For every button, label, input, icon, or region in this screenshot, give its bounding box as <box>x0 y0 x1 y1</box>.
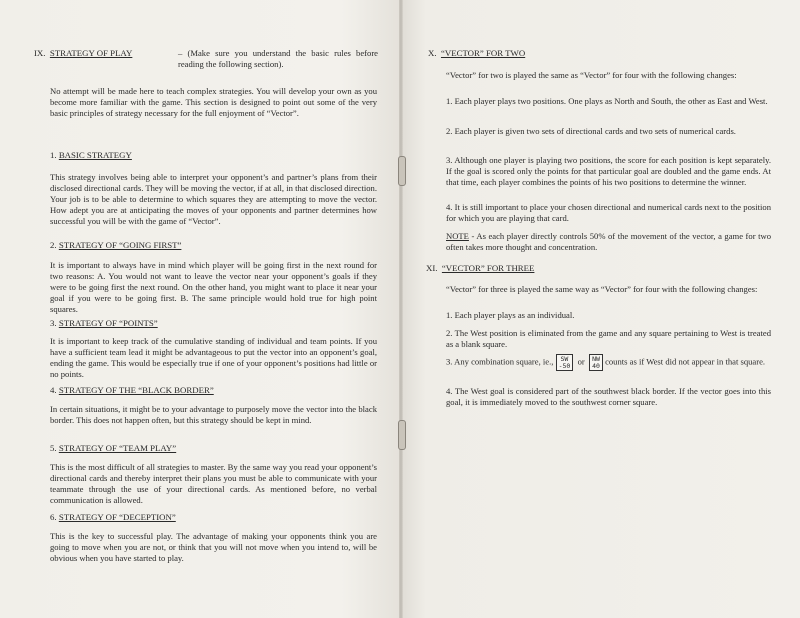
section-x-item-2: 2. Each player is given two sets of directional cards and two sets of numerical cards. <box>446 126 736 136</box>
intro-paragraph: No attempt will be made here to teach complex strategies. You will develop your own as you become more familiar with the game. This section is designed to point out some of the very basic principles of strategy necessary for the full enjoyment of “Vector”. <box>50 86 377 119</box>
combination-square-tile-sw: SW -50 <box>556 354 574 371</box>
section-x-heading: X. “VECTOR” FOR TWO <box>428 48 526 58</box>
item-1-heading: 1. BASIC STRATEGY <box>50 150 132 160</box>
section-xi-heading: XI. “VECTOR” FOR THREE <box>426 263 535 273</box>
item-2-body: It is important to always have in mind which player will be going first in the next round for two reasons: A. You would not want to leave the vector near your opponent’s goals if they were to be going first the next round. On the other hand, you might want to place it near your goal if you were to be going first. B. The same principle would hold true for high point squares. <box>50 260 377 315</box>
section-note: – (Make sure you understand the basic rules before reading the following section). <box>178 48 378 70</box>
section-x-note <box>446 231 771 253</box>
item-6-heading: 6. STRATEGY OF “DECEPTION” <box>50 512 176 522</box>
item-3-heading: 3. STRATEGY OF “POINTS” <box>50 318 158 328</box>
item-2-heading: 2. STRATEGY OF “GOING FIRST” <box>50 240 182 250</box>
section-xi-item-2: 2. The West position is eliminated from the game and any square pertaining to West is treated as a blank square. <box>446 328 771 350</box>
section-xi-item-4: 4. The West goal is considered part of the southwest black border. If the vector goes into this goal, it is immediately moved to the southwest corner square. <box>446 386 771 408</box>
note-label: NOTE <box>446 231 469 241</box>
book-spine <box>399 0 403 618</box>
item-4-body: In certain situations, it might be to your advantage to purposely move the vector into the black border. This does not happen often, but this strategy should be kept in mind. <box>50 404 377 426</box>
staple-bottom <box>398 420 406 450</box>
section-x-item-1: 1. Each player plays two positions. One plays as North and South, the other as East and West. <box>446 96 768 106</box>
section-xi-intro: “Vector” for three is played the same way as “Vector” for four with the following changes: <box>446 284 758 294</box>
staple-top <box>398 156 406 186</box>
combination-square-tile-nw: NW 40 <box>589 354 603 371</box>
section-xi-item-1: 1. Each player plays as an individual. <box>446 310 575 320</box>
section-number: IX. <box>34 48 46 58</box>
item-5-body: This is the most difficult of all strategies to master. By the same way you read your opponent’s directional cards and thereby interpret their plans you must be able to communicate with your teammate through the use of your directional cards. As mentioned before, no verbal communication is allowed. <box>50 462 377 506</box>
item-3-body: It is important to keep track of the cumulative standing of individual and team points. If you have a sufficient team lead it might be advantageous to put the vector into an opponent’s goal, ending the game. This would be especially true if one of your opponent’s positions had little or no points. <box>50 336 377 380</box>
section-x-intro: “Vector” for two is played the same as “Vector” for four with the following changes: <box>446 70 737 80</box>
item-5-heading: 5. STRATEGY OF “TEAM PLAY” <box>50 443 177 453</box>
note-text: - As each player directly controls 50% of the movement of the vector, a game for two often takes more thought and concentration. <box>446 231 771 253</box>
item-1-body: This strategy involves being able to interpret your opponent’s and partner’s plans from their disclosed directional cards. They will be moving the vector, if at all, in that disclosed direction. Your job is to be able to determine to which squares they are attempting to move the vector. How adept you are at anticipating the moves of your opponents and partner determines how successful you will be with the game of “Vector”. <box>50 172 377 227</box>
section-ix-heading <box>34 48 132 59</box>
section-x-item-4: 4. It is still important to place your chosen directional and numerical cards next to the position for which you are playing that card. <box>446 202 771 224</box>
section-xi-item-3: 3. Any combination square, ie., SW -50 or NW 40 counts as if West did not appear in that square. <box>446 355 766 370</box>
right-page <box>402 0 800 618</box>
section-title: STRATEGY OF PLAY <box>49 48 133 58</box>
section-x-item-3: 3. Although one player is playing two positions, the score for each position is kept separately. If the goal is scored only the points for that particular goal are doubled and the game ends. At that time, each player combines the points of his two positions to determine the winner. <box>446 155 771 188</box>
item-4-heading: 4. STRATEGY OF THE “BLACK BORDER” <box>50 385 214 395</box>
item-6-body: This is the key to successful play. The advantage of making your opponents think you are going to move when you are not, or think that you will not move when you intend to, will be obvious when you have started to play. <box>50 531 377 564</box>
